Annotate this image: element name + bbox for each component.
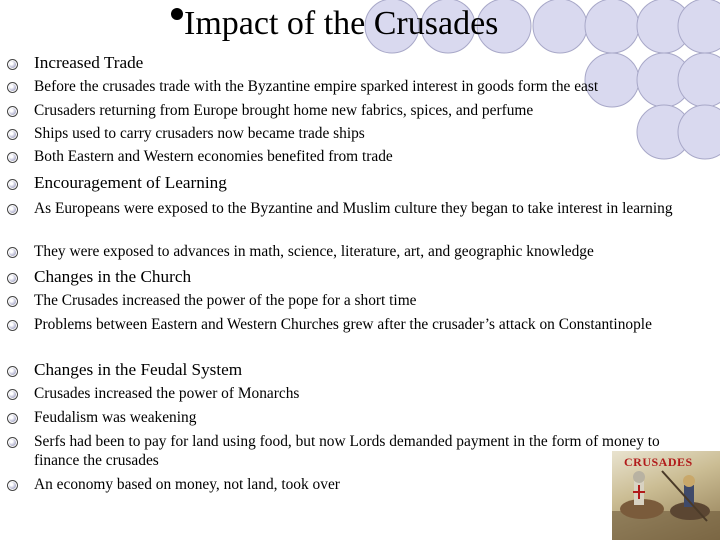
- crusades-image: [612, 451, 720, 540]
- bullet-icon: [7, 152, 18, 163]
- item-text: Ships used to carry crusaders now became trade ships: [34, 125, 365, 142]
- knight-illustration: [612, 451, 720, 540]
- bullet-icon: [7, 413, 18, 424]
- bullet-icon: [7, 106, 18, 117]
- heading-text: Encouragement of Learning: [34, 173, 227, 192]
- item-text: Before the crusades trade with the Byzantine empire sparked interest in goods form the east: [34, 78, 599, 95]
- bullet-icon: [7, 204, 18, 215]
- image-caption: CRUSADES: [624, 455, 693, 469]
- item-text: Serfs had been to pay for land using food, but now Lords demanded payment in the form of money to finance the crusades: [34, 433, 660, 469]
- bullet-icon: [7, 296, 18, 307]
- bullet-icon: [7, 320, 18, 331]
- item-text: Problems between Eastern and Western Churches grew after the crusader’s attack on Constantinople: [34, 316, 652, 333]
- bullet-icon: [7, 389, 18, 400]
- item-text: They were exposed to advances in math, science, literature, art, and geographic knowledge: [34, 243, 594, 260]
- bullet-icon: [7, 366, 18, 377]
- bullet-icon: [7, 247, 18, 258]
- bullet-icon: [7, 273, 18, 284]
- heading-text: Changes in the Church: [34, 267, 192, 286]
- bullet-icon: [7, 129, 18, 140]
- item-text: Feudalism was weakening: [34, 409, 197, 426]
- bullet-icon: [7, 59, 18, 70]
- item-text: Crusades increased the power of Monarchs: [34, 385, 300, 402]
- item-text: Both Eastern and Western economies benefited from trade: [34, 148, 393, 165]
- item-text: The Crusades increased the power of the pope for a short time: [34, 292, 417, 309]
- slide-title: Impact of the Crusades: [184, 5, 499, 42]
- item-text: An economy based on money, not land, took over: [34, 476, 340, 493]
- bullet-icon: [7, 480, 18, 491]
- bullet-icon: [7, 179, 18, 190]
- bullet-icon: [7, 437, 18, 448]
- heading-text: Changes in the Feudal System: [34, 360, 243, 379]
- item-text: As Europeans were exposed to the Byzantine and Muslim culture they began to take interest in learning: [34, 200, 673, 217]
- bullet-icon: [7, 82, 18, 93]
- item-text: Crusaders returning from Europe brought home new fabrics, spices, and perfume: [34, 102, 534, 119]
- heading-text: Increased Trade: [34, 53, 144, 72]
